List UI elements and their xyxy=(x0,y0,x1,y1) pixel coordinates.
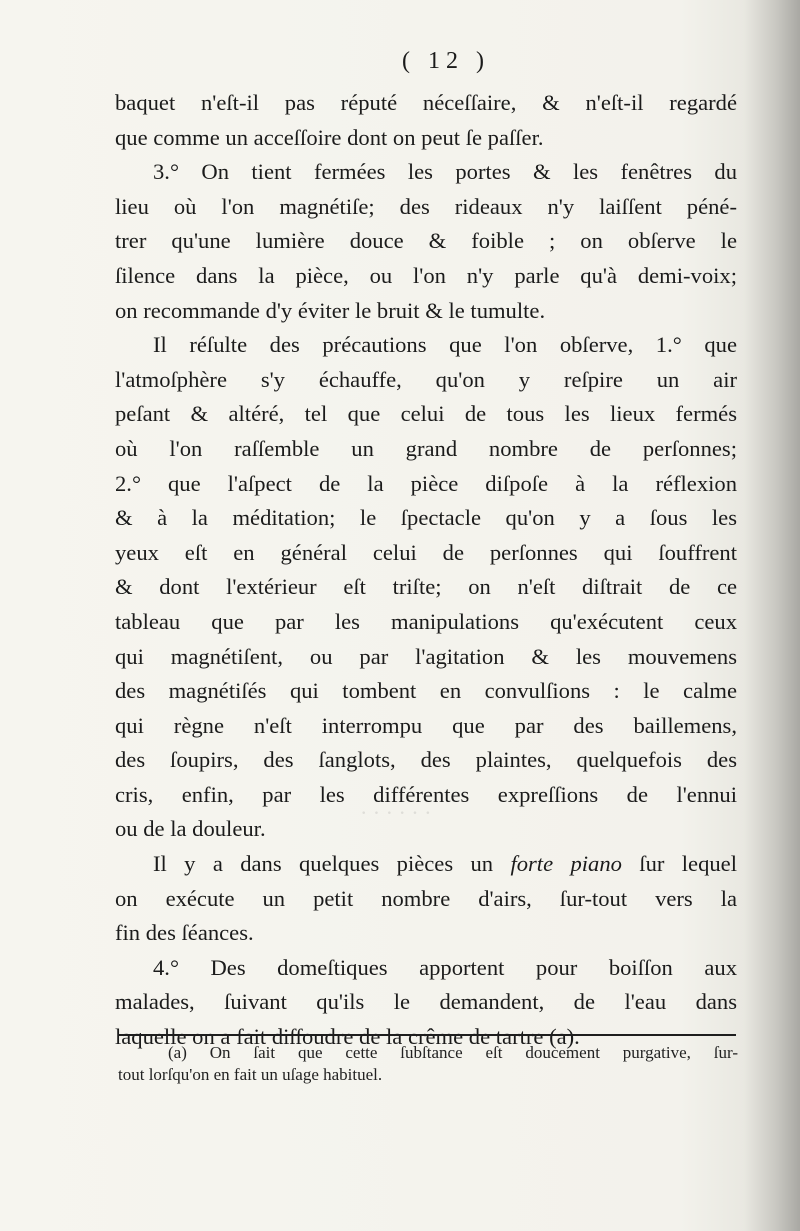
text-line: tableau que par les manipulations qu'exécutent ceux xyxy=(115,608,737,634)
body-text xyxy=(115,86,737,1055)
text-line: des magnétiſés qui tombent en convulſions : le calme xyxy=(115,678,737,704)
text-line: baquet n'eſt-il pas réputé néceſſaire, & n'eſt-il regardé xyxy=(115,90,737,115)
text-line: laquelle on a fait diſſoudre de la crême de tartre (a). xyxy=(115,1024,580,1050)
text-line: & à la méditation; le ſpectacle qu'on y a ſous les xyxy=(115,505,737,531)
footnote xyxy=(118,1042,738,1086)
text-line: peſant & altéré, tel que celui de tous les lieux fermés xyxy=(115,401,737,427)
text-line: on recommande d'y éviter le bruit & le tumulte. xyxy=(115,297,546,323)
text-line: qui magnétiſent, ou par l'agitation & les mouvemens xyxy=(115,643,737,669)
text-line: malades, ſuivant qu'ils le demandent, de l'eau dans xyxy=(115,989,737,1015)
text-line: Il réſulte des précautions que l'on obſerve, 1.° que xyxy=(153,332,737,358)
text-line: yeux eſt en général celui de perſonnes qui ſouffrent xyxy=(115,539,737,565)
text-line: ſilence dans la pièce, ou l'on n'y parle qu'à demi-voix; xyxy=(115,262,737,288)
text-line: 3.° On tient fermées les portes & les fenêtres du xyxy=(153,159,737,185)
text-line: 4.° Des domeſtiques apportent pour boiſſon aux xyxy=(153,954,737,980)
text-line: on exécute un petit nombre d'airs, ſur-tout vers la xyxy=(115,885,737,911)
show-through-text: · · · · · · xyxy=(360,800,432,825)
text-line: qui règne n'eſt interrompu que par des baillemens, xyxy=(115,712,737,738)
page-number: ( 12 ) xyxy=(402,48,490,74)
text-line: & dont l'extérieur eſt triſte; on n'eſt diſtrait de ce xyxy=(115,574,737,600)
footnote-line: tout lorſqu'on en fait un uſage habituel. xyxy=(118,1065,383,1084)
text-line: 2.° que l'aſpect de la pièce diſpoſe à la réflexion xyxy=(115,470,737,496)
text-line: cris, enfin, par les différentes expreſſions de l'ennui xyxy=(115,781,737,807)
text-line: ou de la douleur. xyxy=(115,816,266,842)
text-line: Il y a dans quelques pièces un forte piano ſur lequel xyxy=(153,851,737,877)
text-line: des ſoupirs, des ſanglots, des plaintes, quelquefois des xyxy=(115,747,737,773)
italic-text: forte piano xyxy=(510,851,622,877)
text-line: lieu où l'on magnétiſe; des rideaux n'y laiſſent péné- xyxy=(115,193,737,219)
footnote-line: (a) On ſait que cette ſubſtance eſt doucement purgative, ſur- xyxy=(168,1043,738,1062)
footnote-rule xyxy=(118,1034,736,1036)
text-line: que comme un acceſſoire dont on peut ſe paſſer. xyxy=(115,124,544,150)
text-line: où l'on raſſemble un grand nombre de perſonnes; xyxy=(115,435,737,461)
text-line: fin des ſéances. xyxy=(115,920,254,946)
text-line: trer qu'une lumière douce & foible ; on obſerve le xyxy=(115,228,737,254)
text-line: l'atmoſphère s'y échauffe, qu'on y reſpire un air xyxy=(115,366,737,392)
page-body xyxy=(115,44,737,1055)
